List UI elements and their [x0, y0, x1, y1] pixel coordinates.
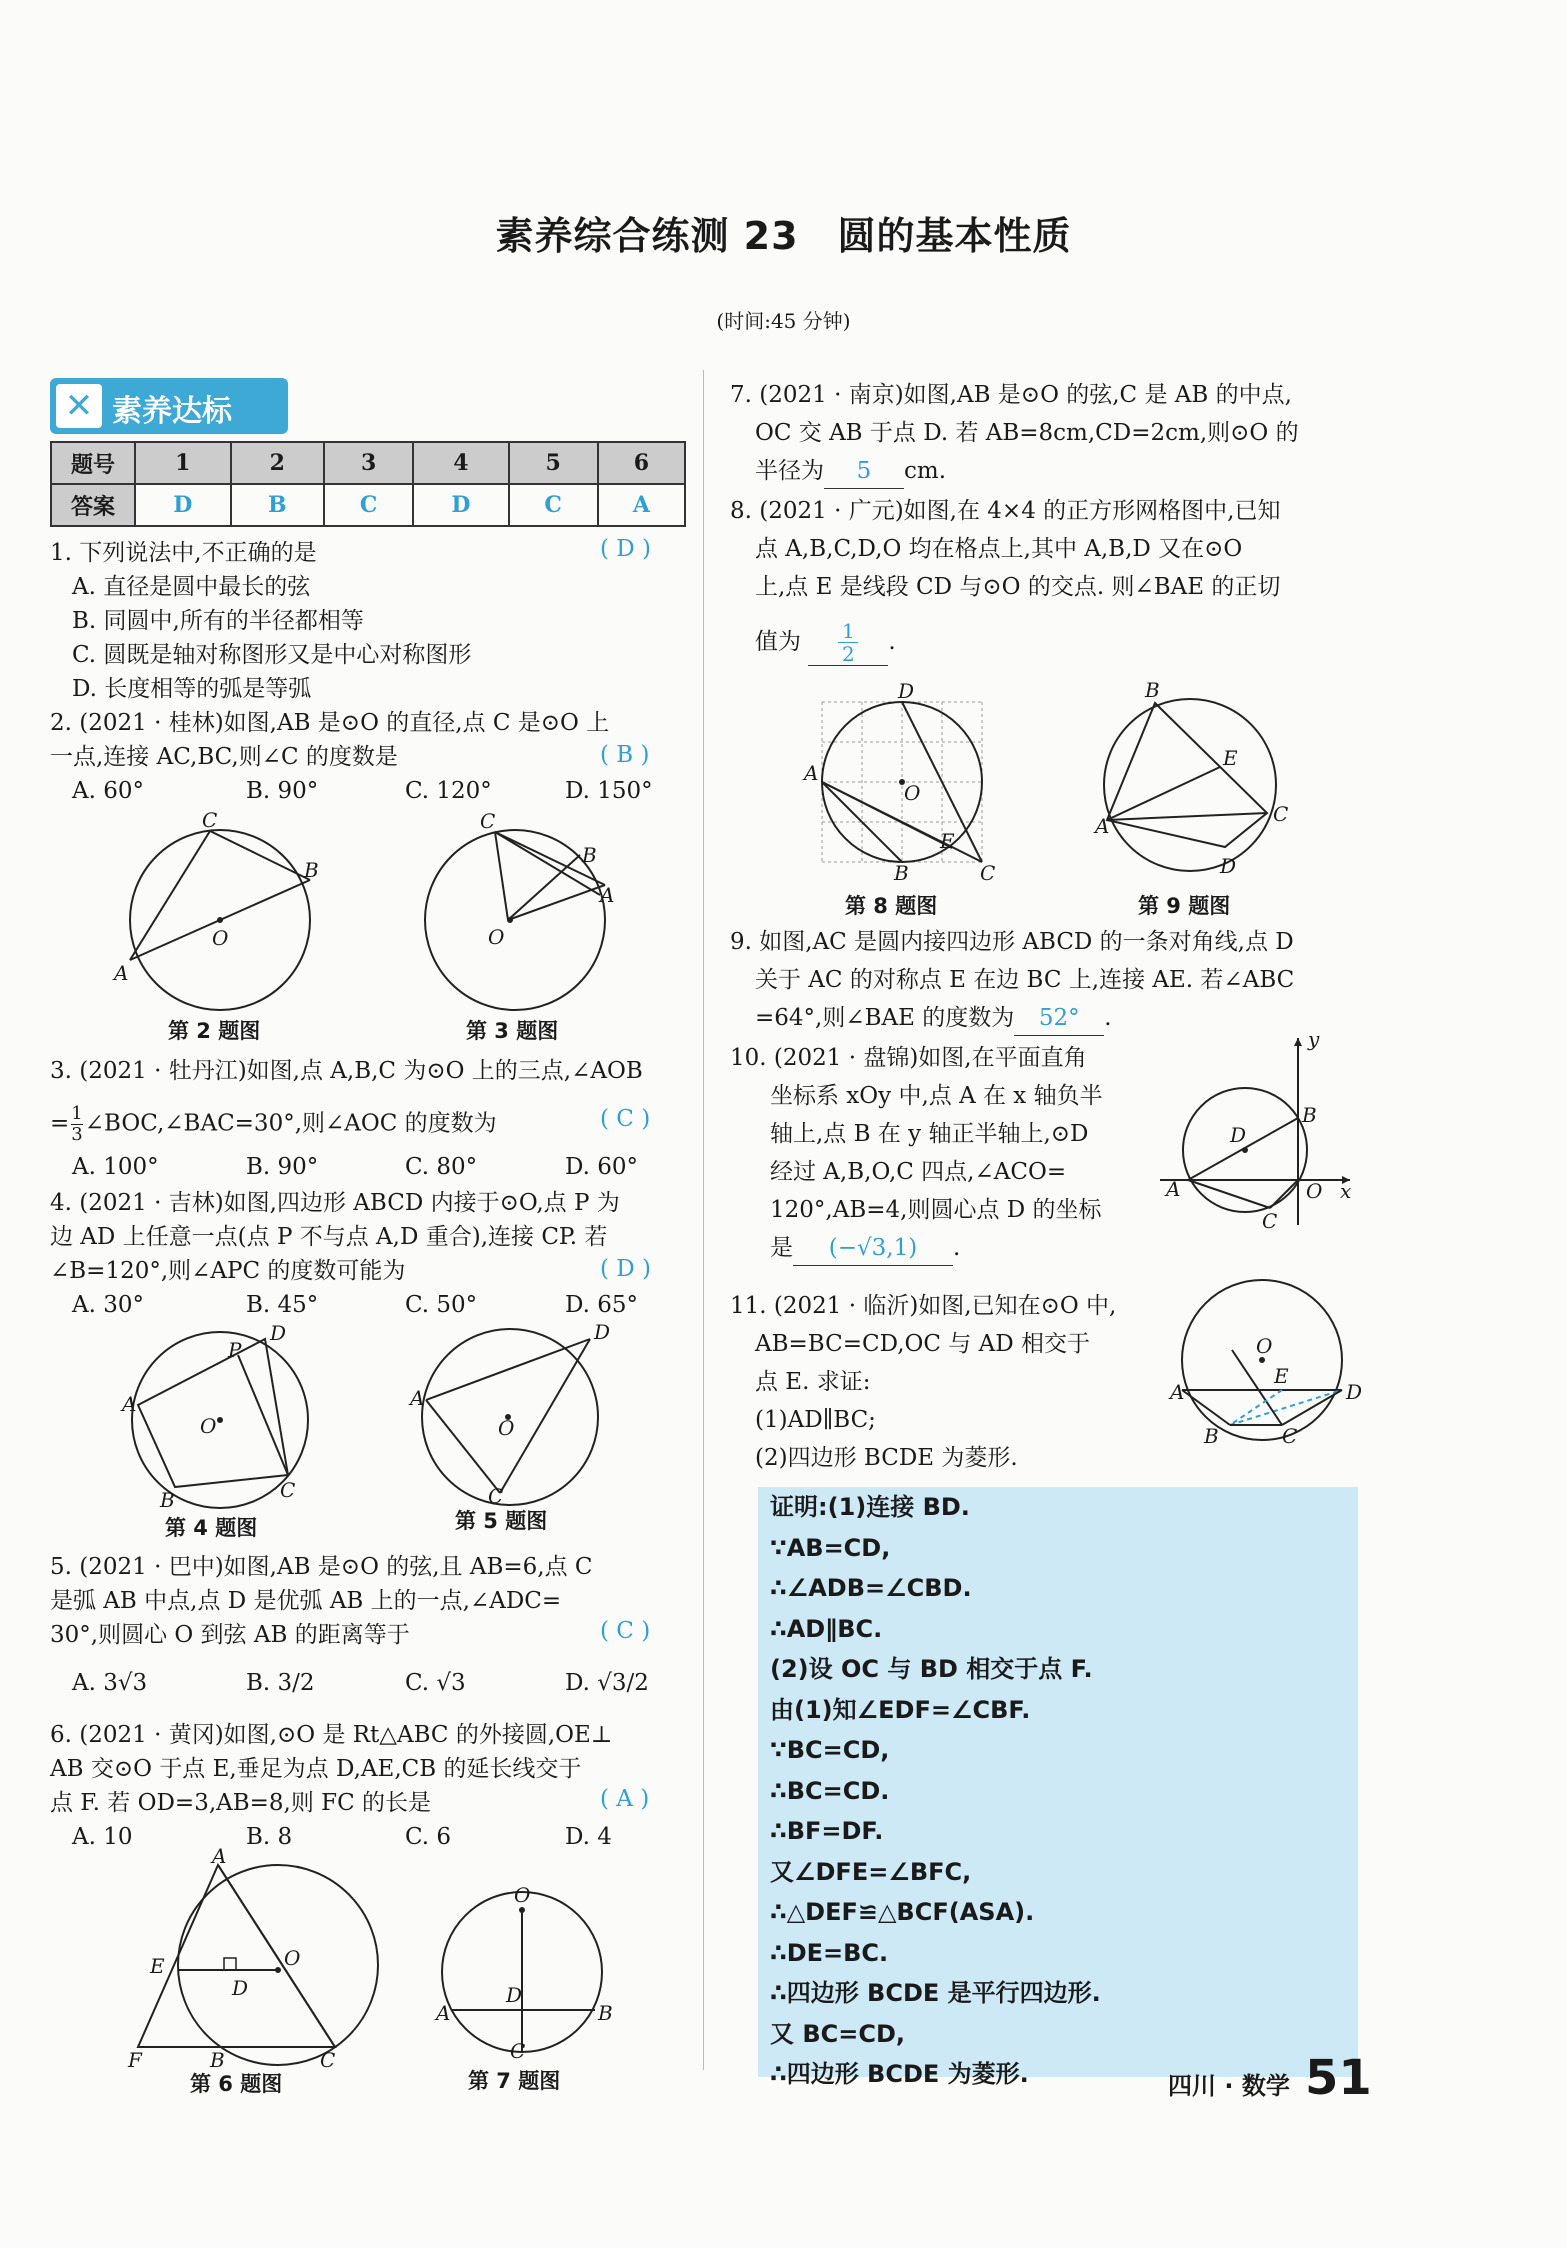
proof-line: 证明:(1)连接 BD.	[770, 1493, 970, 1521]
figure-9-caption: 第 9 题图	[1138, 894, 1231, 918]
question-5-option-c: C. √3	[405, 1670, 466, 1696]
question-10-line6: 是 (−√3,1) .	[770, 1231, 960, 1266]
svg-text:B: B	[160, 1488, 175, 1512]
question-1-option-a: A. 直径是圆中最长的弦	[72, 574, 311, 600]
question-2-answer: ( B )	[600, 742, 650, 768]
question-2-option-b: B. 90°	[246, 778, 319, 804]
svg-text:A: A	[1166, 1177, 1181, 1201]
proof-line: 又∠DFE=∠BFC,	[770, 1857, 972, 1886]
time-note: (时间:45 分钟)	[716, 309, 851, 333]
question-5-line1: 5. (2021 · 巴中)如图,AB 是⊙O 的弦,且 AB=6,点 C	[50, 1554, 593, 1580]
table-cell-answer: B	[231, 484, 325, 526]
question-8-line4: 值为 $\frac{1}{2}$ .	[755, 619, 896, 666]
svg-text:C: C	[1273, 802, 1289, 826]
proof-line: 又 BC=CD,	[770, 2019, 906, 2048]
figure-7	[430, 1880, 620, 2063]
question-10-line2: 坐标系 xOy 中,点 A 在 x 轴负半	[770, 1083, 1103, 1109]
proof-line: ∴△DEF≌△BCF(ASA).	[770, 1898, 1035, 1926]
svg-text:C: C	[280, 1478, 296, 1502]
svg-text:E: E	[150, 1954, 165, 1978]
table-cell-number: 6	[598, 442, 685, 484]
proof-line: ∴AD∥BC.	[770, 1614, 883, 1643]
question-1-option-d: D. 长度相等的弧是等弧	[72, 676, 312, 702]
figure-7-caption: 第 7 题图	[468, 2069, 561, 2093]
svg-text:B: B	[1204, 1424, 1219, 1448]
svg-text:O: O	[200, 1414, 217, 1438]
question-6-option-b: B. 8	[246, 1824, 293, 1850]
table-cell-number: 2	[231, 442, 325, 484]
svg-text:B: B	[304, 858, 319, 882]
answer-table	[50, 441, 686, 527]
question-2-option-a: A. 60°	[72, 778, 144, 804]
question-10-line3: 轴上,点 B 在 y 轴正半轴上,⊙D	[770, 1121, 1089, 1147]
question-10-line1: 10. (2021 · 盘锦)如图,在平面直角	[730, 1045, 1087, 1071]
proof-block	[770, 1487, 1101, 2095]
svg-text:D: D	[1230, 1123, 1247, 1147]
svg-text:D: D	[1220, 854, 1237, 878]
question-10-line5: 120°,AB=4,则圆心点 D 的坐标	[770, 1197, 1102, 1223]
proof-line: ∴四边形 BCDE 为菱形.	[770, 2060, 1029, 2088]
figure-8-caption: 第 8 题图	[845, 894, 938, 918]
table-cell-answer: C	[509, 484, 598, 526]
proof-line: ∵BC=CD,	[770, 1736, 890, 1764]
svg-text:O: O	[212, 926, 229, 950]
question-8-line1: 8. (2021 · 广元)如图,在 4×4 的正方形网格图中,已知	[730, 498, 1281, 524]
proof-line: (2)设 OC 与 BD 相交于点 F.	[770, 1655, 1093, 1683]
question-3-option-d: D. 60°	[565, 1154, 639, 1180]
question-5-answer: ( C )	[600, 1618, 651, 1644]
question-9-line2: 关于 AC 的对称点 E 在边 BC 上,连接 AE. 若∠ABC	[755, 967, 1295, 993]
question-6-line1: 6. (2021 · 黄冈)如图,⊙O 是 Rt△ABC 的外接圆,OE⊥	[50, 1722, 613, 1748]
question-11-line5: (2)四边形 BCDE 为菱形.	[755, 1445, 1018, 1471]
question-7-line1: 7. (2021 · 南京)如图,AB 是⊙O 的弦,C 是 AB 的中点,	[730, 382, 1292, 408]
section-banner	[50, 378, 288, 434]
question-6-option-a: A. 10	[72, 1824, 133, 1850]
svg-text:D: D	[506, 1983, 523, 2007]
svg-text:A: A	[122, 1392, 137, 1416]
proof-line: 由(1)知∠EDF=∠CBF.	[770, 1695, 1031, 1724]
question-4-line2: 边 AD 上任意一点(点 P 不与点 A,D 重合),连接 CP. 若	[50, 1224, 608, 1250]
svg-text:A: A	[436, 2001, 451, 2025]
svg-text:D: D	[594, 1320, 611, 1344]
svg-text:C: C	[488, 1484, 504, 1508]
proof-line: ∴四边形 BCDE 是平行四边形.	[770, 1979, 1101, 2007]
question-6-option-d: D. 4	[565, 1824, 612, 1850]
footer-label: 四川 · 数学	[1168, 2072, 1290, 2100]
svg-text:O: O	[904, 781, 921, 805]
question-4-line1: 4. (2021 · 吉林)如图,四边形 ABCD 内接于⊙O,点 P 为	[50, 1190, 620, 1216]
svg-text:P: P	[228, 1338, 242, 1362]
question-6-line2: AB 交⊙O 于点 E,垂足为点 D,AE,CB 的延长线交于	[50, 1756, 582, 1782]
table-cell-answer: D	[135, 484, 231, 526]
svg-text:D: D	[1346, 1380, 1363, 1404]
svg-text:O: O	[498, 1416, 515, 1440]
svg-text:B: B	[210, 2048, 225, 2072]
question-6-option-c: C. 6	[405, 1824, 452, 1850]
svg-text:B: B	[582, 843, 597, 867]
question-1-stem: 1. 下列说法中,不正确的是	[50, 540, 317, 566]
svg-text:C: C	[980, 861, 996, 885]
svg-text:B: B	[1145, 678, 1160, 702]
svg-text:C: C	[1282, 1424, 1298, 1448]
figure-3	[400, 810, 640, 1010]
question-5-line2: 是弧 AB 中点,点 D 是优弧 AB 上的一点,∠ADC=	[50, 1588, 562, 1614]
question-3-line2: = $\frac{1}{3}$ ∠BOC,∠BAC=30°,则∠AOC 的度数为	[50, 1103, 497, 1145]
question-4-answer: ( D )	[600, 1256, 652, 1282]
table-header-number: 题号	[51, 442, 135, 484]
page-title: 素养综合练测 23 圆的基本性质	[495, 214, 1072, 258]
proof-line: ∴BC=CD.	[770, 1776, 890, 1805]
section-icon: ✕	[56, 384, 102, 428]
svg-text:D: D	[232, 1976, 249, 2000]
figure-4-caption: 第 4 题图	[165, 1516, 258, 1540]
question-1-option-b: B. 同圆中,所有的半径都相等	[72, 608, 364, 634]
svg-text:A: A	[1095, 814, 1110, 838]
figure-9	[1095, 678, 1289, 885]
question-1-answer: ( D )	[600, 536, 652, 562]
figure-6	[120, 1844, 390, 2072]
question-5-option-a: A. 3√3	[72, 1670, 148, 1696]
svg-text:O: O	[284, 1946, 301, 1970]
question-2-option-c: C. 120°	[405, 778, 492, 804]
column-divider	[703, 370, 704, 2070]
question-5-line3: 30°,则圆心 O 到弦 AB 的距离等于	[50, 1622, 410, 1648]
question-9-line1: 9. 如图,AC 是圆内接四边形 ABCD 的一条对角线,点 D	[730, 929, 1294, 955]
question-11-line3: 点 E. 求证:	[755, 1369, 871, 1395]
question-8-line3: 上,点 E 是线段 CD 与⊙O 的交点. 则∠BAE 的正切	[755, 574, 1281, 600]
question-4-option-a: A. 30°	[72, 1292, 144, 1318]
svg-text:E: E	[1223, 746, 1238, 770]
svg-text:C: C	[480, 809, 496, 833]
question-11-line2: AB=BC=CD,OC 与 AD 相交于	[755, 1331, 1090, 1357]
figure-2	[100, 805, 340, 1005]
svg-text:D: D	[270, 1321, 287, 1345]
question-6-line3: 点 F. 若 OD=3,AB=8,则 FC 的长是	[50, 1790, 432, 1816]
table-cell-number: 3	[324, 442, 413, 484]
question-4-option-b: B. 45°	[246, 1292, 319, 1318]
svg-text:F: F	[128, 2048, 142, 2072]
question-2-line2: 一点,连接 AC,BC,则∠C 的度数是	[50, 744, 398, 770]
svg-text:y: y	[1308, 1027, 1320, 1051]
question-5-option-d: D. √3/2	[565, 1670, 649, 1696]
question-1-option-c: C. 圆既是轴对称图形又是中心对称图形	[72, 642, 472, 668]
proof-line: ∵AB=CD,	[770, 1533, 891, 1562]
figure-5-caption: 第 5 题图	[455, 1509, 548, 1533]
table-cell-number: 1	[135, 442, 231, 484]
table-cell-answer: A	[598, 484, 685, 526]
svg-text:B: B	[598, 2001, 613, 2025]
figure-8	[800, 679, 1000, 885]
question-3-option-a: A. 100°	[72, 1154, 159, 1180]
question-7-line2: OC 交 AB 于点 D. 若 AB=8cm,CD=2cm,则⊙O 的	[755, 420, 1299, 446]
question-3-option-b: B. 90°	[246, 1154, 319, 1180]
question-5-option-b: B. 3/2	[246, 1670, 315, 1696]
figure-10	[1150, 1027, 1360, 1233]
svg-text:O: O	[488, 925, 505, 949]
table-cell-number: 4	[413, 442, 509, 484]
section-label: 素养达标	[112, 394, 232, 429]
question-11-line4: (1)AD∥BC;	[755, 1407, 876, 1433]
proof-line: ∴∠ADB=∠CBD.	[770, 1574, 972, 1602]
svg-text:O: O	[514, 1883, 531, 1907]
figure-4	[120, 1321, 320, 1512]
question-6-answer: ( A )	[600, 1786, 650, 1812]
svg-text:A: A	[212, 1844, 227, 1868]
svg-text:A: A	[114, 961, 129, 985]
question-2-line1: 2. (2021 · 桂林)如图,AB 是⊙O 的直径,点 C 是⊙O 上	[50, 710, 610, 736]
svg-text:C: C	[1262, 1209, 1278, 1233]
page-number: 51	[1305, 2050, 1372, 2106]
svg-text:A: A	[804, 761, 819, 785]
question-4-option-c: C. 50°	[405, 1292, 478, 1318]
table-header-answer: 答案	[51, 484, 135, 526]
svg-text:A: A	[410, 1386, 425, 1410]
question-10-line4: 经过 A,B,O,C 四点,∠ACO=	[770, 1159, 1067, 1185]
svg-text:C: C	[202, 808, 218, 832]
proof-line: ∴DE=BC.	[770, 1938, 889, 1967]
question-9-line3: =64°,则∠BAE 的度数为 52° .	[755, 1001, 1112, 1036]
figure-2-caption: 第 2 题图	[168, 1019, 261, 1043]
figure-3-caption: 第 3 题图	[466, 1019, 559, 1043]
question-3-answer: ( C )	[600, 1106, 651, 1132]
svg-text:O: O	[1256, 1334, 1273, 1358]
svg-text:E: E	[1274, 1364, 1289, 1388]
question-7-line3: 半径为 5 cm.	[755, 454, 946, 489]
question-3-line1: 3. (2021 · 牡丹江)如图,点 A,B,C 为⊙O 上的三点,∠AOB	[50, 1058, 643, 1084]
figure-6-caption: 第 6 题图	[190, 2072, 283, 2096]
svg-text:E: E	[940, 829, 955, 853]
svg-text:B: B	[894, 861, 909, 885]
svg-text:A: A	[600, 883, 615, 907]
question-3-option-c: C. 80°	[405, 1154, 478, 1180]
question-4-option-d: D. 65°	[565, 1292, 639, 1318]
svg-text:C: C	[320, 2048, 336, 2072]
table-cell-answer: D	[413, 484, 509, 526]
svg-text:B: B	[1302, 1103, 1317, 1127]
svg-text:A: A	[1170, 1380, 1185, 1404]
question-8-line2: 点 A,B,C,D,O 均在格点上,其中 A,B,D 又在⊙O	[755, 536, 1243, 562]
question-11-line1: 11. (2021 · 临沂)如图,已知在⊙O 中,	[730, 1293, 1117, 1319]
figure-5	[410, 1320, 611, 1508]
svg-text:C: C	[510, 2039, 526, 2063]
table-cell-number: 5	[509, 442, 598, 484]
question-4-line3: ∠B=120°,则∠APC 的度数可能为	[50, 1258, 406, 1284]
table-cell-answer: C	[324, 484, 413, 526]
proof-line: ∴BF=DF.	[770, 1817, 884, 1845]
question-2-option-d: D. 150°	[565, 778, 653, 804]
svg-text:O: O	[1306, 1179, 1323, 1203]
figure-11	[1170, 1275, 1363, 1455]
svg-text:x: x	[1340, 1179, 1352, 1203]
svg-text:D: D	[898, 679, 915, 703]
